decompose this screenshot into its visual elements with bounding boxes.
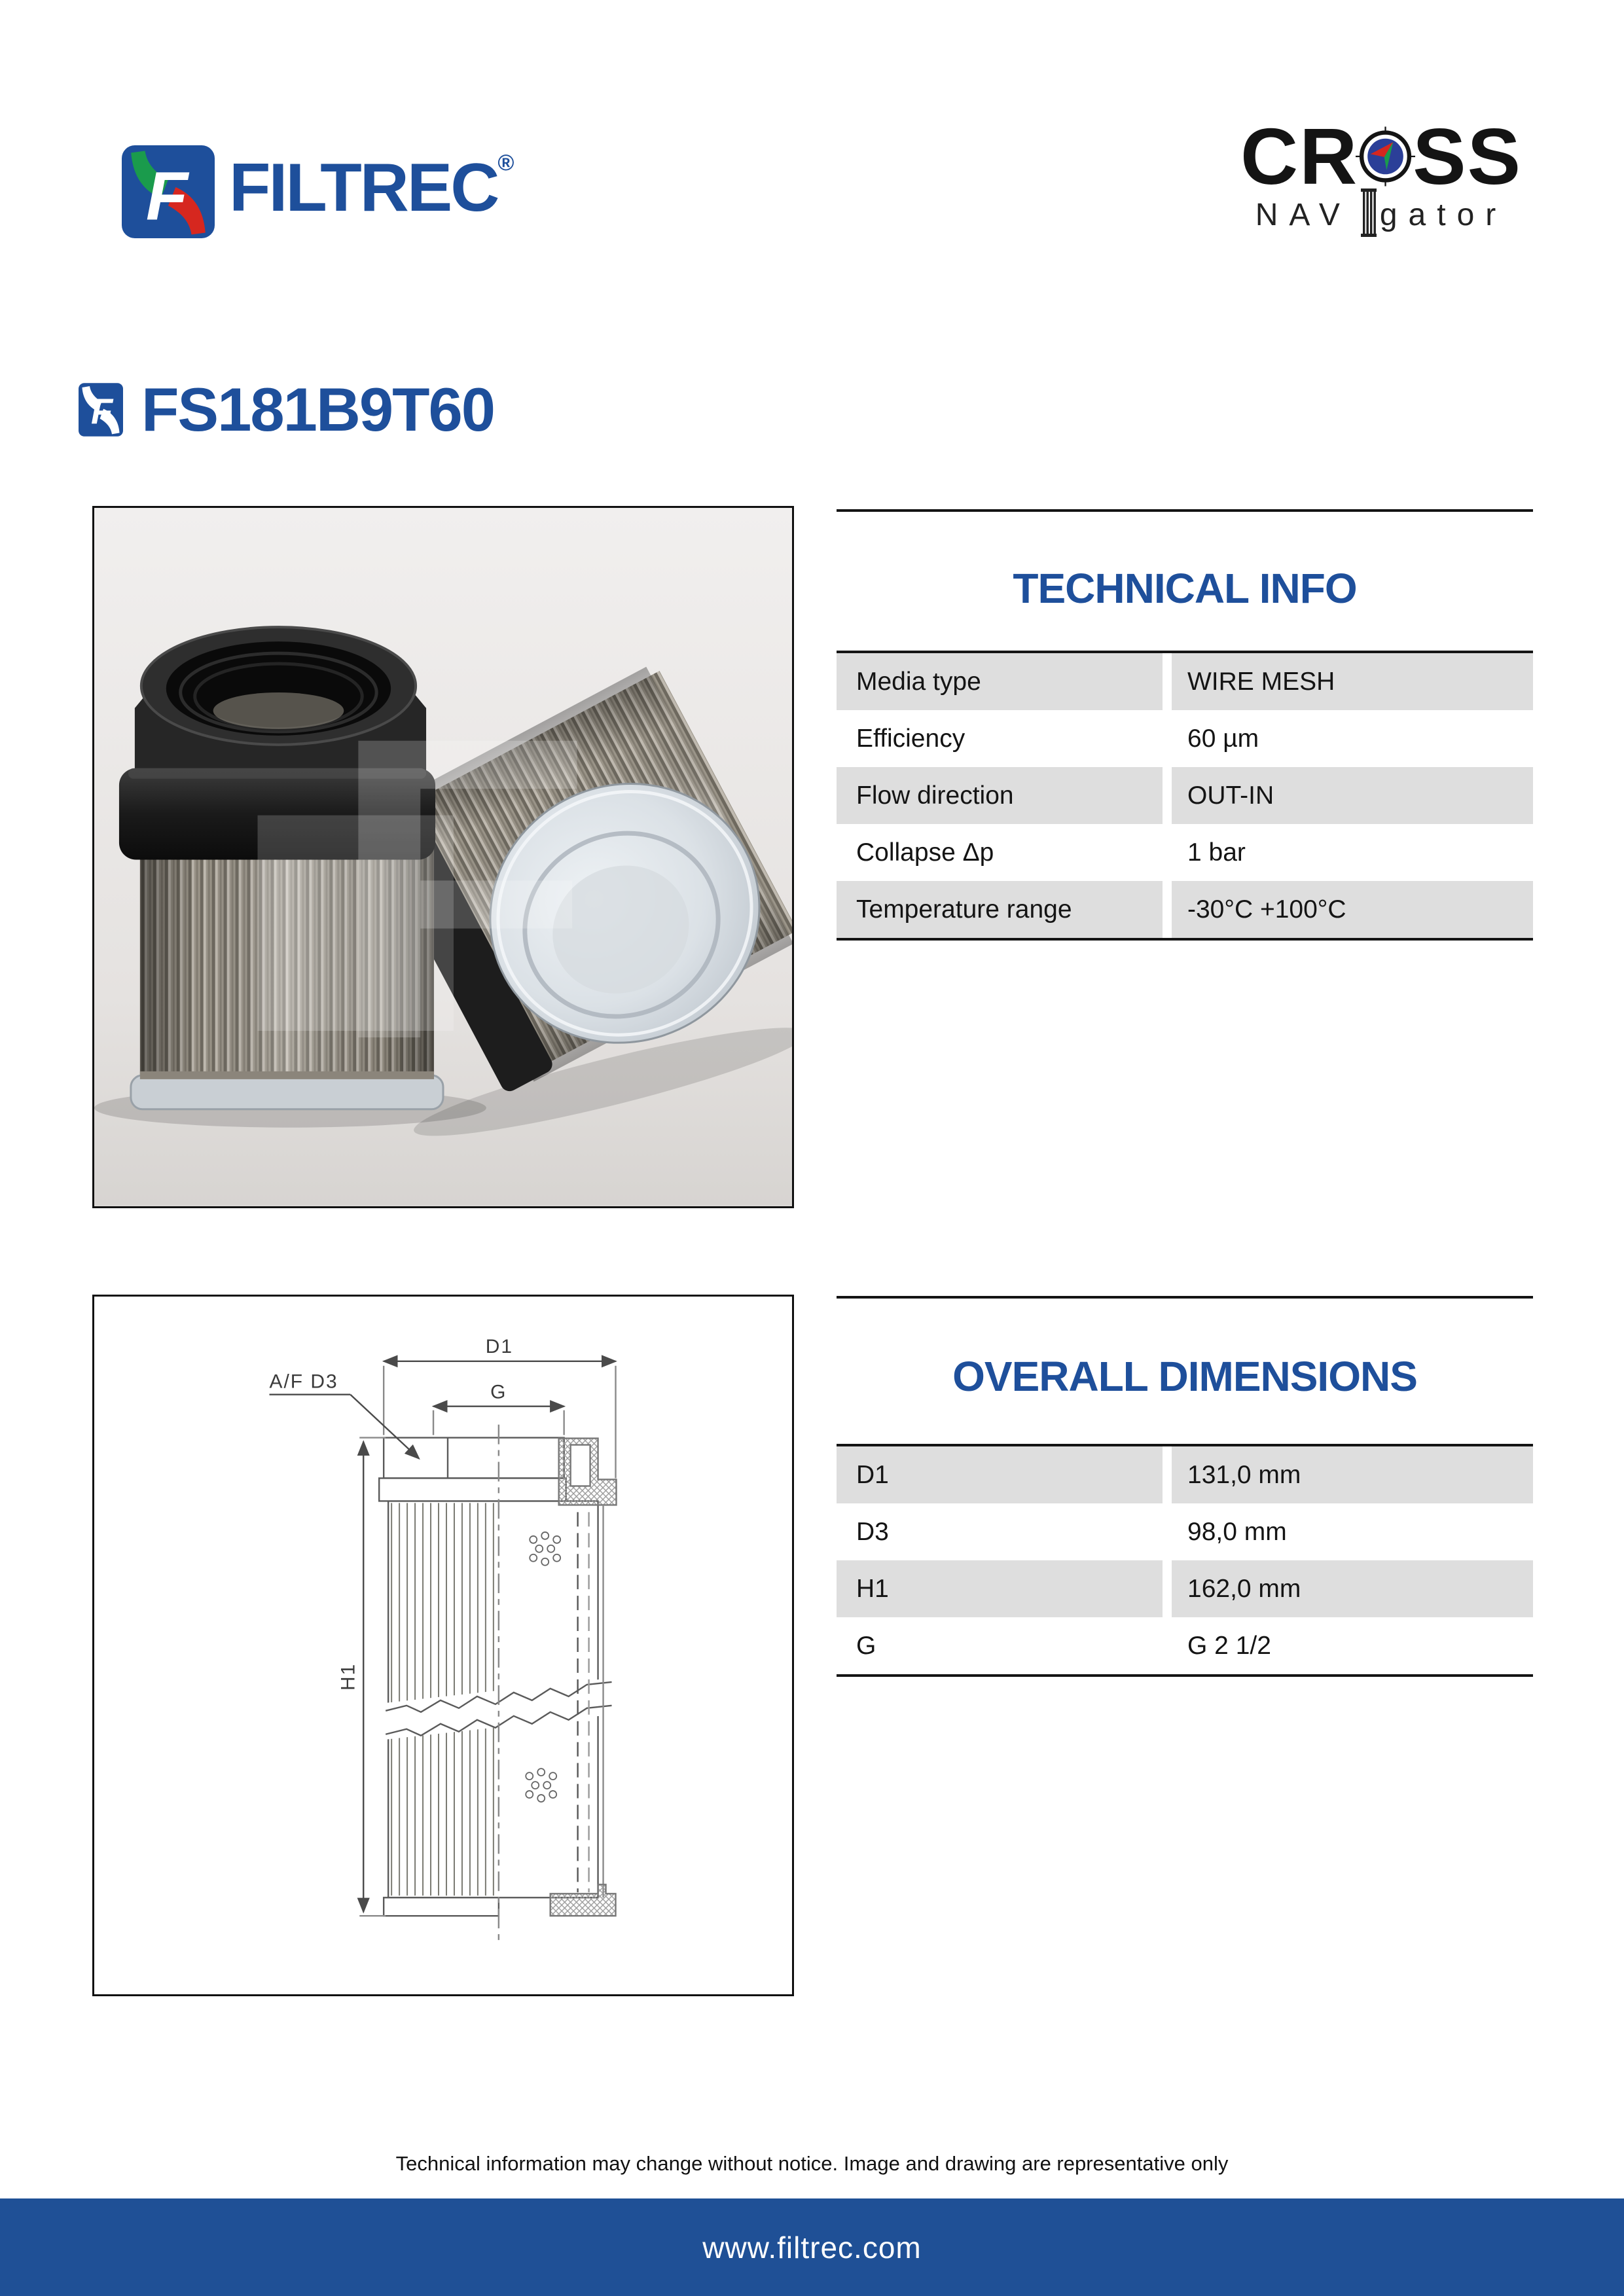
cross-navigator-logo (1240, 112, 1522, 240)
technical-info-table (837, 651, 1533, 941)
table-row (837, 653, 1533, 710)
table-row (837, 1560, 1533, 1617)
dim-label-g: G (490, 1381, 507, 1403)
table-row (837, 1617, 1533, 1674)
overall-dimensions-rule (837, 1296, 1533, 1299)
technical-info-title: TECHNICAL INFO (1013, 565, 1357, 612)
nav-text: NAV (1255, 198, 1351, 232)
column-divider (1163, 653, 1172, 710)
column-divider (1163, 881, 1172, 938)
brand-name (229, 151, 514, 225)
row-value: 60 µm (1172, 710, 1533, 767)
column-divider (1163, 767, 1172, 824)
pillar-i-icon (1360, 188, 1377, 237)
row-value: 1 bar (1172, 824, 1533, 881)
product-f-icon (79, 383, 123, 437)
row-value: WIRE MESH (1172, 653, 1533, 710)
website-link[interactable]: www.filtrec.com (702, 2230, 922, 2265)
brand-name-text: FILTREC (229, 150, 498, 226)
row-value: 98,0 mm (1172, 1503, 1533, 1560)
table-row (837, 1503, 1533, 1560)
gator-text: gator (1379, 198, 1507, 232)
row-label: D3 (837, 1503, 1163, 1560)
row-label: D1 (837, 1446, 1163, 1503)
column-divider (1163, 1560, 1172, 1617)
table-row (837, 1446, 1533, 1503)
column-divider (1163, 1446, 1172, 1503)
column-divider (1163, 710, 1172, 767)
table-row (837, 881, 1533, 938)
dim-label-afd3: A/F D3 (269, 1371, 338, 1393)
drawing-illustration (94, 1297, 792, 1994)
table-row (837, 824, 1533, 881)
overall-dimensions-table (837, 1444, 1533, 1677)
cross-cr: CR (1240, 112, 1359, 201)
column-divider (1163, 824, 1172, 881)
svg-text:F: F (91, 391, 113, 432)
product-code: FS181B9T60 (141, 375, 495, 444)
row-label: Efficiency (837, 710, 1163, 767)
table-row (837, 767, 1533, 824)
cross-ss: SS (1413, 112, 1522, 201)
navigator-wordmark (1240, 191, 1522, 240)
column-divider (1163, 1503, 1172, 1560)
overall-dimensions-title: OVERALL DIMENSIONS (952, 1353, 1417, 1400)
svg-text:F: F (145, 158, 189, 235)
row-value: 131,0 mm (1172, 1446, 1533, 1503)
row-label: Media type (837, 653, 1163, 710)
footer-bar (0, 2198, 1624, 2296)
row-label: G (837, 1617, 1163, 1674)
row-label: H1 (837, 1560, 1163, 1617)
row-value: G 2 1/2 (1172, 1617, 1533, 1674)
disclaimer-text: Technical information may change without notice. Image and drawing are representative only (395, 2152, 1229, 2175)
row-value: -30°C +100°C (1172, 881, 1533, 938)
row-label: Temperature range (837, 881, 1163, 938)
registered-mark: ® (497, 151, 514, 175)
cross-wordmark (1240, 112, 1522, 201)
svg-text:F: F (329, 647, 593, 1129)
dim-label-h1: H1 (337, 1662, 359, 1691)
technical-drawing (92, 1295, 794, 1996)
row-value: OUT-IN (1172, 767, 1533, 824)
row-label: Flow direction (837, 767, 1163, 824)
product-photo (92, 506, 794, 1208)
product-title-row (79, 374, 494, 445)
column-divider (1163, 1617, 1172, 1674)
filtrec-f-icon (122, 145, 215, 238)
technical-info-rule (837, 509, 1533, 512)
product-photo-illustration (94, 508, 792, 1206)
row-value: 162,0 mm (1172, 1560, 1533, 1617)
compass-icon (1356, 122, 1415, 190)
table-row (837, 710, 1533, 767)
row-label: Collapse Δp (837, 824, 1163, 881)
filtrec-logo (122, 145, 514, 238)
dim-label-d1: D1 (485, 1335, 513, 1357)
